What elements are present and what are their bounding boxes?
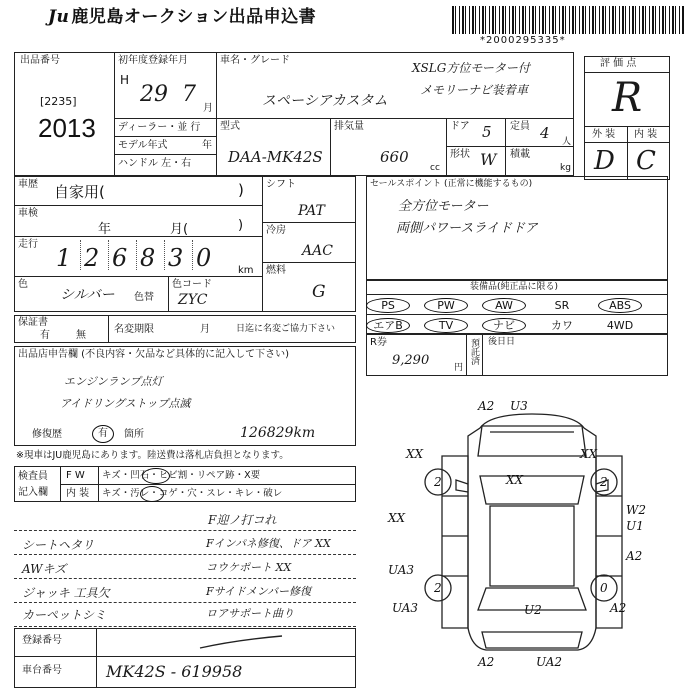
equipment-item: 4WD	[606, 319, 634, 332]
mark-fl-xx: XX	[406, 447, 424, 461]
doors-value: 5	[482, 123, 492, 141]
mileage-digit: 0	[196, 244, 212, 272]
reg-month-unit: 月	[203, 103, 213, 114]
shape-label: 形状	[450, 149, 470, 160]
grade-note-1: XSLG方位モーター付	[412, 61, 530, 75]
color-label: 色	[18, 279, 28, 290]
recycle-deposit: 預託済	[469, 338, 479, 365]
reg-month: 7	[182, 82, 196, 107]
name-change-text: 日迄に名変ご協力下さい	[236, 324, 336, 334]
equipment-item: エアB	[366, 318, 410, 333]
displacement-unit: cc	[430, 163, 440, 173]
fw-items: キズ・凹石・ヒビ割・リペア跡・X要	[102, 470, 261, 481]
handle-label: ハンドル 左・右	[118, 158, 192, 169]
fuel-label: 燃料	[266, 265, 286, 276]
capacity-label: 定員	[510, 121, 530, 132]
lot-label: 出品番号	[20, 55, 60, 66]
model-value: DAA-MK42S	[228, 148, 323, 166]
form-title: Ju 鹿児島オークション出品申込書	[48, 7, 317, 27]
mark-top-right: U3	[510, 399, 528, 413]
barcode-number: *2000295335*	[480, 35, 566, 46]
interior-items: キズ・汚レ・コゲ・穴・スレ・キレ・破レ	[102, 488, 283, 499]
repair-label: 修復歴	[32, 429, 62, 440]
note-left-4: ジャッキ 工具欠	[22, 586, 110, 600]
note-right-5: ロアサポート曲り	[206, 607, 294, 620]
equipment-item: TV	[424, 318, 468, 333]
mileage-digits	[52, 240, 230, 274]
shift-value: PAT	[298, 203, 325, 219]
reg-no-label: 登録番号	[22, 635, 62, 646]
warranty-none: 無	[76, 330, 86, 341]
chassis-label: 車台番号	[22, 665, 62, 676]
usage-label: 車歴	[18, 179, 38, 190]
inspection-month-unit: 月(	[170, 222, 189, 237]
mileage-digit: 1	[56, 244, 72, 272]
exterior-label: 外 装	[592, 129, 616, 140]
declaration-line-2: アイドリングストップ点滅	[60, 397, 191, 410]
note-right-4: Fサイドメンバー修復	[206, 585, 311, 598]
interior-grade: C	[636, 146, 656, 176]
interior-label: 内 装	[634, 129, 658, 140]
eval-score: R	[612, 75, 643, 121]
color-change-label: 色替	[134, 292, 154, 303]
mark-bottom-a2: A2	[478, 655, 495, 669]
mark-right-w2: W2	[626, 503, 646, 517]
mark-bottom-ua2: UA2	[536, 655, 563, 669]
equipment-item: PS	[366, 298, 410, 313]
equipment-item: SR	[554, 299, 570, 312]
mark-hood-xx: XX	[506, 473, 524, 487]
repair-count: 箇所	[124, 429, 144, 440]
note-left-3: AWキズ	[22, 562, 67, 576]
inspection-year-unit: 年	[98, 222, 112, 237]
recycle-label: R券	[370, 337, 387, 348]
note-right-3: コウケポート XX	[206, 561, 292, 574]
equipment-item: ABS	[598, 298, 642, 313]
load-unit: kg	[560, 163, 571, 173]
first-reg-label: 初年度登録年月	[118, 55, 188, 66]
shape-value: W	[480, 150, 497, 169]
usage-value: 自家用(	[54, 183, 105, 201]
mileage-digit: 3	[168, 244, 184, 272]
mark-top-left: A2	[478, 399, 495, 413]
sales-point-line-2: 両側パワースライドドア	[396, 221, 538, 236]
model-label: 型式	[220, 121, 240, 132]
reg-no-strike	[196, 632, 286, 652]
era: H	[120, 73, 130, 87]
name-change-label: 名変期限	[114, 324, 154, 335]
vehicle-name: スペーシアカスタム	[262, 93, 388, 109]
note-right-1: F迎ノ打コれ	[208, 513, 277, 527]
exterior-grade: D	[594, 146, 615, 176]
doors-label: ドア	[450, 121, 470, 132]
equipment-item: カワ	[551, 319, 573, 332]
mark-fr-tire: 2	[600, 475, 608, 489]
sales-point-label: セールスポイント (正常に機能するもの)	[370, 179, 533, 189]
load-label: 積載	[510, 149, 530, 160]
equipment-label: 装備品(純正品に限る)	[470, 282, 559, 292]
mark-rear-left-ua3: UA3	[392, 601, 419, 615]
inspection-label: 車検	[18, 208, 38, 219]
displacement-label: 排気量	[334, 121, 364, 132]
mark-rear-a2-right: A2	[610, 601, 627, 615]
warranty-have: 有	[40, 330, 50, 341]
eval-label: 評 価 点	[600, 58, 637, 69]
mark-rr-tire: 0	[600, 581, 608, 595]
aircon-value: AAC	[302, 243, 333, 259]
mileage-digit: 6	[112, 244, 128, 272]
aircon-label: 冷房	[266, 225, 286, 236]
displacement-value: 660	[380, 148, 409, 166]
capacity-unit: 人	[562, 137, 572, 147]
mark-rear-u2: U2	[524, 603, 542, 617]
sales-point-line-1: 全方位モーター	[398, 199, 489, 214]
mark-right-u1: U1	[626, 519, 644, 533]
mark-fr-xx: XX	[580, 447, 598, 461]
lot-number: 2013	[38, 113, 96, 143]
ju-logo: Ju	[48, 7, 70, 27]
inspection-close: )	[238, 218, 244, 233]
equipment-item: AW	[482, 298, 526, 313]
fw-label: F W	[66, 470, 85, 481]
mark-left-ua3: UA3	[388, 563, 415, 577]
dealer-label: ディーラー・並 行	[118, 122, 201, 133]
mileage-digit: 2	[84, 244, 100, 272]
grade-note-2: メモリーナビ装着車	[420, 83, 529, 97]
declaration-mileage: 126829km	[240, 425, 316, 441]
interior-items-label: 内 装	[66, 488, 90, 499]
vehicle-name-label: 車名・グレード	[220, 55, 290, 66]
shift-label: シフト	[266, 179, 296, 190]
mileage-unit: km	[238, 265, 254, 276]
mark-left-door-xx: XX	[388, 511, 406, 525]
stone-chip-circle	[142, 468, 170, 484]
capacity-value: 4	[540, 124, 550, 142]
declaration-label: 出品店申告欄 (不良内容・欠品など具体的に記入して下さい)	[18, 349, 289, 360]
mark-right-a2: A2	[626, 549, 643, 563]
recycle-later: 後日日	[488, 337, 516, 347]
notice-text: ※現車はJU鹿児島にあります。陸送費は落札店負担となります。	[16, 450, 289, 461]
model-year-unit: 年	[202, 140, 212, 151]
mark-rl-tire: 2	[434, 581, 442, 595]
note-right-2: Fインパネ修復、ドア XX	[206, 537, 331, 550]
stain-circle	[140, 486, 164, 502]
recycle-yen: 円	[454, 363, 464, 373]
fuel-value: G	[312, 282, 326, 302]
car-diagram	[382, 396, 682, 672]
barcode	[452, 6, 684, 34]
equipment-item: PW	[424, 298, 468, 313]
recycle-value: 9,290	[392, 353, 430, 368]
note-left-5: カーペットシミ	[22, 608, 107, 622]
note-left-2: シートヘタリ	[22, 538, 95, 552]
repair-have: 有	[98, 428, 108, 439]
equipment-item: ナビ	[482, 318, 526, 333]
warranty-label: 保証書	[18, 317, 48, 328]
inspector-label-1: 検査員	[18, 471, 48, 482]
chassis-number: MK42S - 619958	[106, 662, 243, 681]
color-code-value: ZYC	[178, 292, 208, 308]
name-change-month: 月	[200, 324, 210, 335]
mileage-label: 走行	[18, 239, 38, 250]
reg-year: 29	[140, 82, 168, 107]
color-code-label: 色コード	[172, 279, 212, 290]
mileage-digit: 8	[140, 244, 156, 272]
usage-close: )	[238, 181, 244, 199]
declaration-line-1: エンジンランプ点灯	[64, 375, 163, 388]
mark-fl-tire: 2	[434, 475, 442, 489]
inspector-label-2: 記入欄	[18, 487, 48, 498]
lot-code: [2235]	[40, 95, 77, 108]
color-value: シルバー	[60, 287, 115, 303]
model-year-label: モデル年式	[118, 140, 168, 151]
